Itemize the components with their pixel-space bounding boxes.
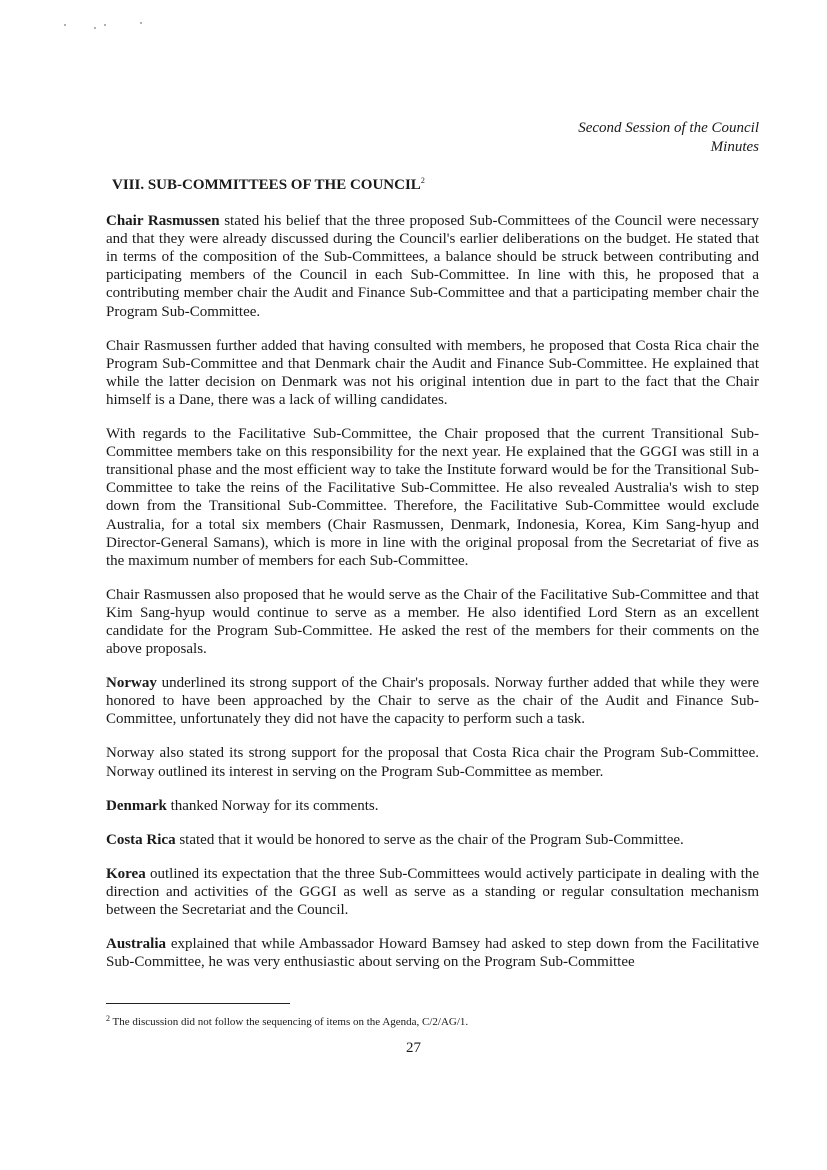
speaker-name: Denmark [106, 797, 167, 814]
paragraph-text: stated that it would be honored to serve as the chair of the Program Sub-Committee. [175, 831, 684, 848]
speaker-name: Costa Rica [106, 831, 176, 848]
paragraph [106, 935, 759, 971]
paragraph-text: Norway also stated its strong support for the proposal that Costa Rica chair the Program Sub-Committee. Norway outlined its interest in serving on the Program Sub-Committee as member. [106, 745, 759, 780]
paragraph-text: outlined its expectation that the three Sub-Committees would actively participate in dealing with the direction and activities of the GGGI as well as serve as a standing or regular consultation mechanism between the Secretariat and the Council. [106, 865, 759, 918]
section-title: VIII. SUB-COMMITTEES OF THE COUNCIL [112, 177, 421, 193]
paragraph-text: explained that while Ambassador Howard Bamsey had asked to step down from the Facilitative Sub-Committee, he was very enthusiastic about serving on the Program Sub-Committee [106, 936, 759, 971]
scan-speck [64, 24, 66, 26]
paragraph [106, 744, 759, 780]
paragraph [106, 212, 759, 321]
paragraph-text: underlined its strong support of the Chair's proposals. Norway further added that while they were honored to have been approached by the Chair to serve as the chair of the Audit and Finance Sub-Committee, unfortunately they did not have the capacity to perform such a task. [106, 675, 759, 728]
header-minutes-label: Minutes [710, 139, 759, 155]
scan-speck [140, 22, 142, 24]
paragraph-text: With regards to the Facilitative Sub-Committee, the Chair proposed that the current Transitional Sub-Committee members take on this responsibility for the next year. He explained that the GGGI was still in a transitional phase and the most efficient way to take the Institute forward would be for the Transitional Sub-Committee to take the reins of the Facilitative Sub-Committee. He also revealed Australia's wish to step down from the Transitional Sub-Committee. Therefore, the Facilitative Sub-Committee would exclude Australia, for a total six members (Chair Rasmussen, Denmark, Indonesia, Korea, Kim Sang-hyup and Director-General Samans), which is more in line with the original proposal from the Secretariat of five as the maximum number of members for each Sub-Committee. [106, 426, 759, 569]
paragraph [106, 831, 759, 849]
speaker-name: Norway [106, 675, 157, 692]
footnote-number: 2 [106, 1014, 110, 1023]
footnote-reference: 2 [420, 176, 425, 185]
paragraph [106, 425, 759, 570]
paragraph [106, 797, 759, 815]
paragraph [106, 674, 759, 728]
scan-speck [104, 24, 106, 26]
paragraph-text: thanked Norway for its comments. [166, 797, 379, 814]
footnote [106, 1012, 759, 1029]
page-number: 27 [406, 1040, 421, 1056]
speaker-name: Korea [106, 865, 146, 882]
paragraph [106, 865, 759, 919]
section-heading [112, 172, 759, 194]
running-header [578, 119, 759, 157]
paragraph-text: Chair Rasmussen further added that having consulted with members, he proposed that Costa Rica chair the Program Sub-Committee and that Denmark chair the Audit and Finance Sub-Committee. He explained that while the latter decision on Denmark was not his original intention due in part to the fact that the Chair himself is a Dane, there was a lack of willing candidates. [106, 337, 759, 408]
footnote-divider [106, 1003, 290, 1004]
scan-speck [94, 27, 96, 29]
paragraph [106, 337, 759, 409]
document-body [106, 172, 759, 987]
paragraph-text: stated his belief that the three proposed Sub-Committees of the Council were necessary and that they were already discussed during the Council's earlier deliberations on the budget. He stated that in terms of the composition of the Sub-Committees, a balance should be struck between contributing and participating members of the Council in each Sub-Committee. In line with this, he proposed that a contributing member chair the Audit and Finance Sub-Committee and that a participating member chair the Program Sub-Committee. [106, 213, 759, 320]
footnote-text: The discussion did not follow the sequencing of items on the Agenda, C/2/AG/1. [110, 1016, 469, 1028]
paragraph-text: Chair Rasmussen also proposed that he would serve as the Chair of the Facilitative Sub-Committee and that Kim Sang-hyup would continue to serve as a member. He also identified Lord Stern as an excellent candidate for the Program Sub-Committee. He asked the rest of the members for their comments on the above proposals. [106, 586, 759, 658]
header-session-title: Second Session of the Council [578, 120, 759, 136]
speaker-name: Australia [106, 936, 166, 953]
paragraph [106, 586, 759, 658]
speaker-name: Chair Rasmussen [106, 213, 220, 230]
